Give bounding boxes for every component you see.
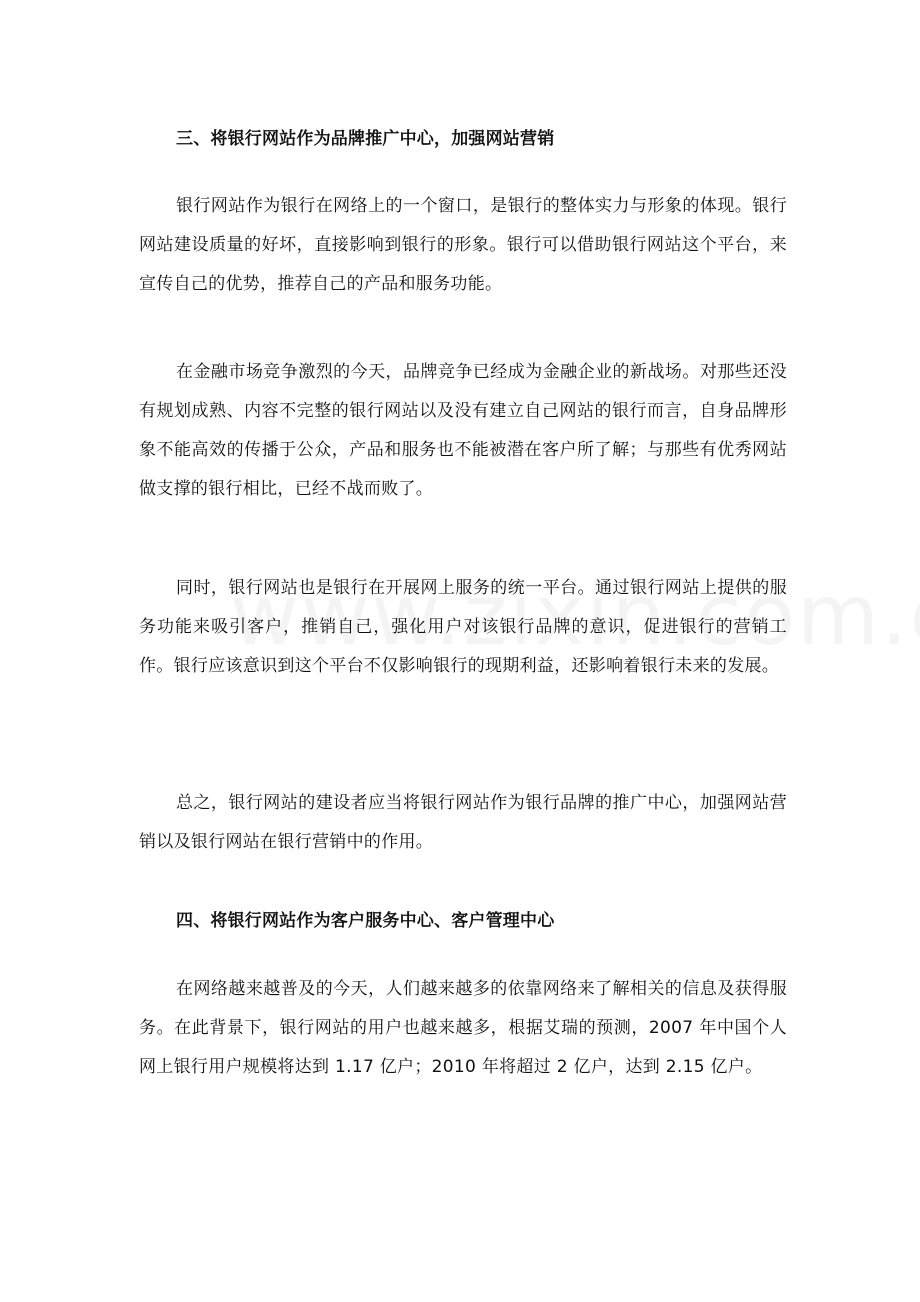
section-heading-3: 三、将银行网站作为品牌推广中心，加强网站营销: [176, 129, 555, 149]
paragraph: 银行网站作为银行在网络上的一个窗口，是银行的整体实力与形象的体现。银行网站建设质量的好坏，直接影响到银行的形象。银行可以借助银行网站这个平台，来宣传自己的优势，推荐自己的产品和服务功能。: [139, 196, 787, 294]
paragraph: 在金融市场竞争激烈的今天，品牌竞争已经成为金融企业的新战场。对那些还没有规划成熟、内容不完整的银行网站以及没有建立自己网站的银行而言，自身品牌形象不能高效的传播于公众，产品和服务也不能被潜在客户所了解；与那些有优秀网站做支撑的银行相比，已经不战而败了。: [139, 362, 787, 499]
paragraph: 同时，银行网站也是银行在开展网上服务的统一平台。通过银行网站上提供的服务功能来吸引客户，推销自己，强化用户对该银行品牌的意识，促进银行的营销工作。银行应该意识到这个平台不仅影响银行的现期利益，还影响着银行未来的发展。: [139, 578, 787, 676]
paragraph: 在网络越来越普及的今天，人们越来越多的依靠网络来了解相关的信息及获得服务。在此背景下，银行网站的用户也越来越多，根据艾瑞的预测，2007 年中国个人网上银行用户规模将达到 1.17 亿户；2010 年将超过 2 亿户，达到 2.15 亿户。: [139, 979, 787, 1077]
paragraph: 总之，银行网站的建设者应当将银行网站作为银行品牌的推广中心，加强网站营销以及银行网站在银行营销中的作用。: [139, 793, 787, 852]
section-heading-4: 四、将银行网站作为客户服务中心、客户管理中心: [176, 911, 555, 931]
